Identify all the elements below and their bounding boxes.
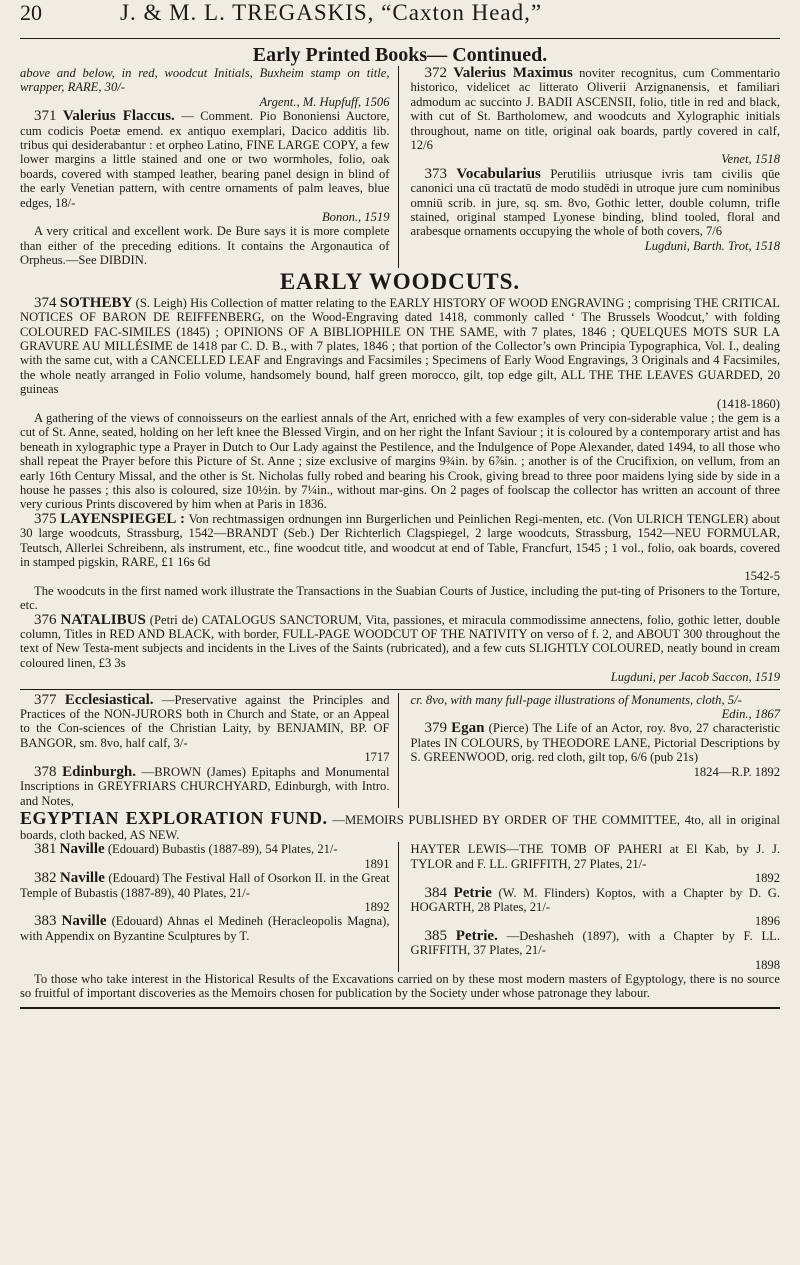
entry-note: A very critical and excellent work. De Bure says it is more complete than either of the preceding editions. It contains the Argonautica of Orpheus.—See DIBDIN. [20,224,390,268]
entry-373 [411,167,781,239]
entry-imprint: 1892 [364,899,390,914]
entry-number: 371 [34,108,57,125]
entry-imprint: Venet, 1518 [721,152,780,167]
entry-text: —BROWN (James) Epitaphs and Monumental Inscriptions in GREYFRIARS CHURCHYARD, Edinburgh, with Intro. and Notes, [20,764,390,808]
entry-heading: Petrie [453,884,492,901]
entry-heading: Ecclesiastical. [64,691,154,708]
entry-imprint: Lugduni, Barth. Trot, 1518 [644,238,780,253]
entry-385 [411,929,781,958]
entry-text: — Comment. Pio Bononiensi Auctore, cum codicis Poetæ emend. ex antiquo exemplari, Dacico additis lib. tribus qui desiderabantur : et orpheo Latino, FINE LARGE COPY, a few lower margins a little stained and one or two wormholes, folio, oak boards, covered with stamped leather, bearing panel design in blind of the early Venetian pattern, with centre ornaments of palm leaves, blue edges, 18/- [20,109,390,210]
entry-heading: Naville [59,841,105,858]
bottom-rule [20,1007,780,1009]
entry-378 [20,765,390,808]
entry-371 [20,109,390,210]
continued-entry-imprint: Argent., M. Hupfuff, 1506 [259,94,390,109]
entry-note: The woodcuts in the first named work illustrate the Transactions in the Suabian Courts of Justice, including the put-ting of Prisoners to the Torture, etc. [20,583,780,613]
entry-383 [20,914,390,943]
early-printed-columns [20,66,780,268]
entry-text: (Edouard) Bubastis (1887-89), 54 Plates, 21/- [107,842,338,857]
entry-number: 376 [34,611,57,628]
left-column [20,66,399,268]
entry-text: (Petri de) CATALOGUS SANCTORUM, Vita, passiones, et miracula commodissime annectens, folio, gothic letter, double column, Titles in RED AND BLACK, with border, FULL-PAGE WOODCUT OF THE NATIVITY on verso of f. 2, and ABOUT 300 throughout the text of New Testa-ment subjects and incidents in the Lives of the Saints (rubricated), and a few cuts SLIGHTLY COLOURED, neatly bound in cream coloured linen, £3 3s [20,612,781,670]
entry-heading: Vocabularius [456,165,541,182]
entry-375 [20,512,780,570]
entry-imprint: 1824—R.P. 1892 [693,764,780,779]
entry-text: (Edouard) Ahnas el Medineh (Heracleopolis Magna), with Appendix on Byzantine Sculptures by T. [20,914,390,943]
entry-text: —Deshasheh (1897), with a Chapter by F. LL. GRIFFITH, 37 Plates, 21/- [410,928,781,958]
entry-379 [411,721,781,764]
entry-imprint: 1891 [364,856,390,871]
entry-372 [411,66,781,152]
continued-entry-text: above and below, in red, woodcut Initials, Buxheim stamp on title, wrapper, RARE, 30/- [20,66,390,95]
left-column [20,693,399,808]
entry-number: 378 [34,763,57,780]
entry-imprint: 1898 [754,957,780,972]
entry-imprint: 1717 [364,750,390,765]
entry-heading: Valerius Flaccus. [62,108,175,125]
entry-note: A gathering of the views of connoisseurs on the earliest annals of the Art, enriched with a few examples of very con-siderable value ; the gem is a cut of St. Anne, seated, holding on her left knee the Blessed Virgin, and on her right the Infant Saviour ; it is coloured by a contemporary artist and has beneath in xylographic type a Prayer in Dutch to Our Lady against the Pestilence, and the Indulgence of Pope Alexander, dated 1494, to all those who shall repeat the Prayer before this Picture of St. Anne ; size exclusive of margins 9¾in. by 6⅞in. ; another is of the Crucifixion, on vellum, from an early 16th Century Missal, and the other is St. Nicholas fully robed and bearing his Crook, giving bread to three poor maidens lying side by side in a house he passes ; this also is coloured, size 10½in. by 7¼in., without mar-gins. On 2 pages of foolscap the collector has written an account of three very curious Prints discovered by him when at Paris in 1836. [20,410,780,512]
left-column [20,842,399,972]
entry-number: 382 [34,870,57,887]
entry-text: —Preservative against the Principles and Practices of the NON-JURORS both in Church and State, or an Appeal to the Con-sciences of the Christian Laity, by BENJAMIN, BP. OF BANGOR, sm. 8vo, half calf, 3/- [20,692,390,750]
entry-number: 381 [34,841,57,858]
entry-number: 384 [424,884,447,901]
entry-heading: Valerius Maximus [453,65,573,81]
entry-374 [20,296,780,397]
entry-text: Perutiliis utriusque ivris tam civilis qūe canonici una cū tractatū de modo studēdi in utroque jure cum nominibus omniū scrib. in jure, sq. sm. 8vo, Gothic letter, double column, trifle stained, original stamped Lyonese binding, blind tooled, floral and arabesque ornaments occupying the whole of both covers, 7/6 [410,166,780,239]
catalogue-page [20,0,780,1009]
entry-text: noviter recognitus, cum Commentario historico, videlicet ac litterato Oliverii Arzignanensis, et familiari admodum ac succinto J. BADII ASCENSII, folio, title in red and black, with cut of St. Bartholomew, and woodcuts and Xylographic initials throughout, name on title, original oak boards, partly covered in calf, 12/6 [410,66,780,153]
continued-entry-text: cr. 8vo, with many full-page illustrations of Monuments, cloth, 5/- [410,692,742,707]
entry-number: 372 [424,65,447,81]
entry-heading: Naville [59,870,105,887]
entry-imprint: 1542-5 [744,569,780,584]
right-column [411,693,781,808]
entry-text: (S. Leigh) His Collection of matter relating to the EARLY HISTORY OF WOOD ENGRAVING ; comprising THE CRITICAL NOTICES OF BARON DE REIFFENBERG, on the Wood-Engraving dated 1418, commonly called ‘ The Brussels Woodcut,’ with folding COLOURED FAC-SIMILES (1845) ; OPINIONS OF A BIBLIOPHILE ON THE SAME, with 7 plates, 1846 ; QUELQUES MOTS SUR LA GRAVURE AU MILLÉSIME de 1418 par C. D. B., with 7 plates, 1846 ; that portion of the Collector’s own Principia Typographica, Vol. I., dealing with the same cut, with a CANCELLED LEAF and Engravings and Facsimiles ; Specimens of Early Wood Engravings, 3 Originals and 4 Facsimiles, the whole neatly arranged in Folio volume, handsomely bound, half green morocco, gilt, top edge gilt, ALL THE THE LEAVES GUARDED, 20 guineas [20,295,780,397]
egypt-heading-paragraph [20,808,780,842]
egypt-note: To those who take interest in the Historical Results of the Excavations carried on by these most modern masters of Egyptology, there is no source so fruitful of important discoveries as the Memoirs chosen for publication by the Society under whose patronage they labour. [20,971,780,1001]
entry-number: 374 [34,294,57,311]
entry-text: (W. M. Flinders) Koptos, with a Chapter by D. G. HOGARTH, 28 Plates, 21/- [410,885,780,914]
entry-heading: Petrie. [455,927,498,944]
entry-number: 373 [424,165,447,182]
page-number: 20 [20,0,42,25]
page-header [20,0,780,39]
right-column [411,842,781,972]
egypt-columns [20,842,780,972]
entry-number: 379 [424,720,447,737]
lower-columns [20,693,780,808]
entry-number: 385 [424,927,447,944]
continued-entry-imprint: Edin., 1867 [721,707,780,722]
entry-text: (Pierce) The Life of an Actor, roy. 8vo, 27 characteristic Plates IN COLOURS, by THEODORE LANE, Pictorial Descriptions by S. GREENWOOD, orig. red cloth, gilt top, 6/6 (pub 21s) [410,721,781,765]
entry-376 [20,613,780,671]
entry-imprint: 1892 [754,871,780,886]
entry-heading: SOTHEBY [59,294,133,311]
entry-heading: LAYENSPIEGEL : [60,510,185,527]
section-heading-woodcuts: EARLY WOODCUTS. [279,268,521,294]
divider [20,689,780,690]
section-heading-early-printed: Early Printed Books— Continued. [252,44,548,66]
entry-imprint: Bonon., 1519 [321,210,390,225]
entry-number: 383 [34,913,57,930]
entry-imprint: 1896 [754,914,780,929]
entry-imprint: Lugduni, per Jacob Saccon, 1519 [610,670,780,685]
entry-number: 377 [34,691,57,708]
entry-384 [411,886,781,915]
section-heading-egypt: EGYPTIAN EXPLORATION FUND. [20,807,328,828]
section-heading-egypt-detail: —MEMOIRS PUBLISHED BY ORDER OF THE COMMITTEE, 4to, all in original boards, cloth backed, AS NEW. [20,812,780,842]
entry-imprint: (1418-1860) [717,396,780,411]
entry-377 [20,693,390,751]
entry-heading: Egan [451,720,485,737]
entry-heading: NATALIBUS [60,611,146,628]
entry-382 [20,871,390,900]
entry-hayter-lewis: HAYTER LEWIS—THE TOMB OF PAHERI at El Kab, by J. J. TYLOR and F. LL. GRIFFITH, 27 Plates, 21/- [410,842,780,871]
right-column [411,66,781,268]
entry-text: Von rechtmassigen ordnungen inn Burgerlichen und Peinlichen Regi-menten, etc. (Von ULRICH TENGLER) about 30 large woodcuts, Strassburg, 1542—BRANDT (Seb.) Der Richterlich Clagspiegel, 2 large woodcuts, Strassburg, 1542—NEU FORMULAR, Teutsch, Allerlei Schreibenn, als instrument, etc., fine woodcut title, and woodcut at end of Table, Francfurt, 1545 ; 1 vol., folio, oak boards, covered in stamped pigskin, RARE, £1 16s 6d [20,511,781,569]
entry-heading: Naville [61,913,107,930]
running-title: J. & M. L. TREGASKIS, “Caxton Head,” [120,0,543,25]
entry-text: (Edouard) The Festival Hall of Osorkon II. in the Great Temple of Bubastis (1887-89), 40 Plates, 21/- [20,871,390,900]
entry-heading: Edinburgh. [62,763,136,780]
entry-381 [20,842,390,856]
entry-number: 375 [34,510,57,527]
